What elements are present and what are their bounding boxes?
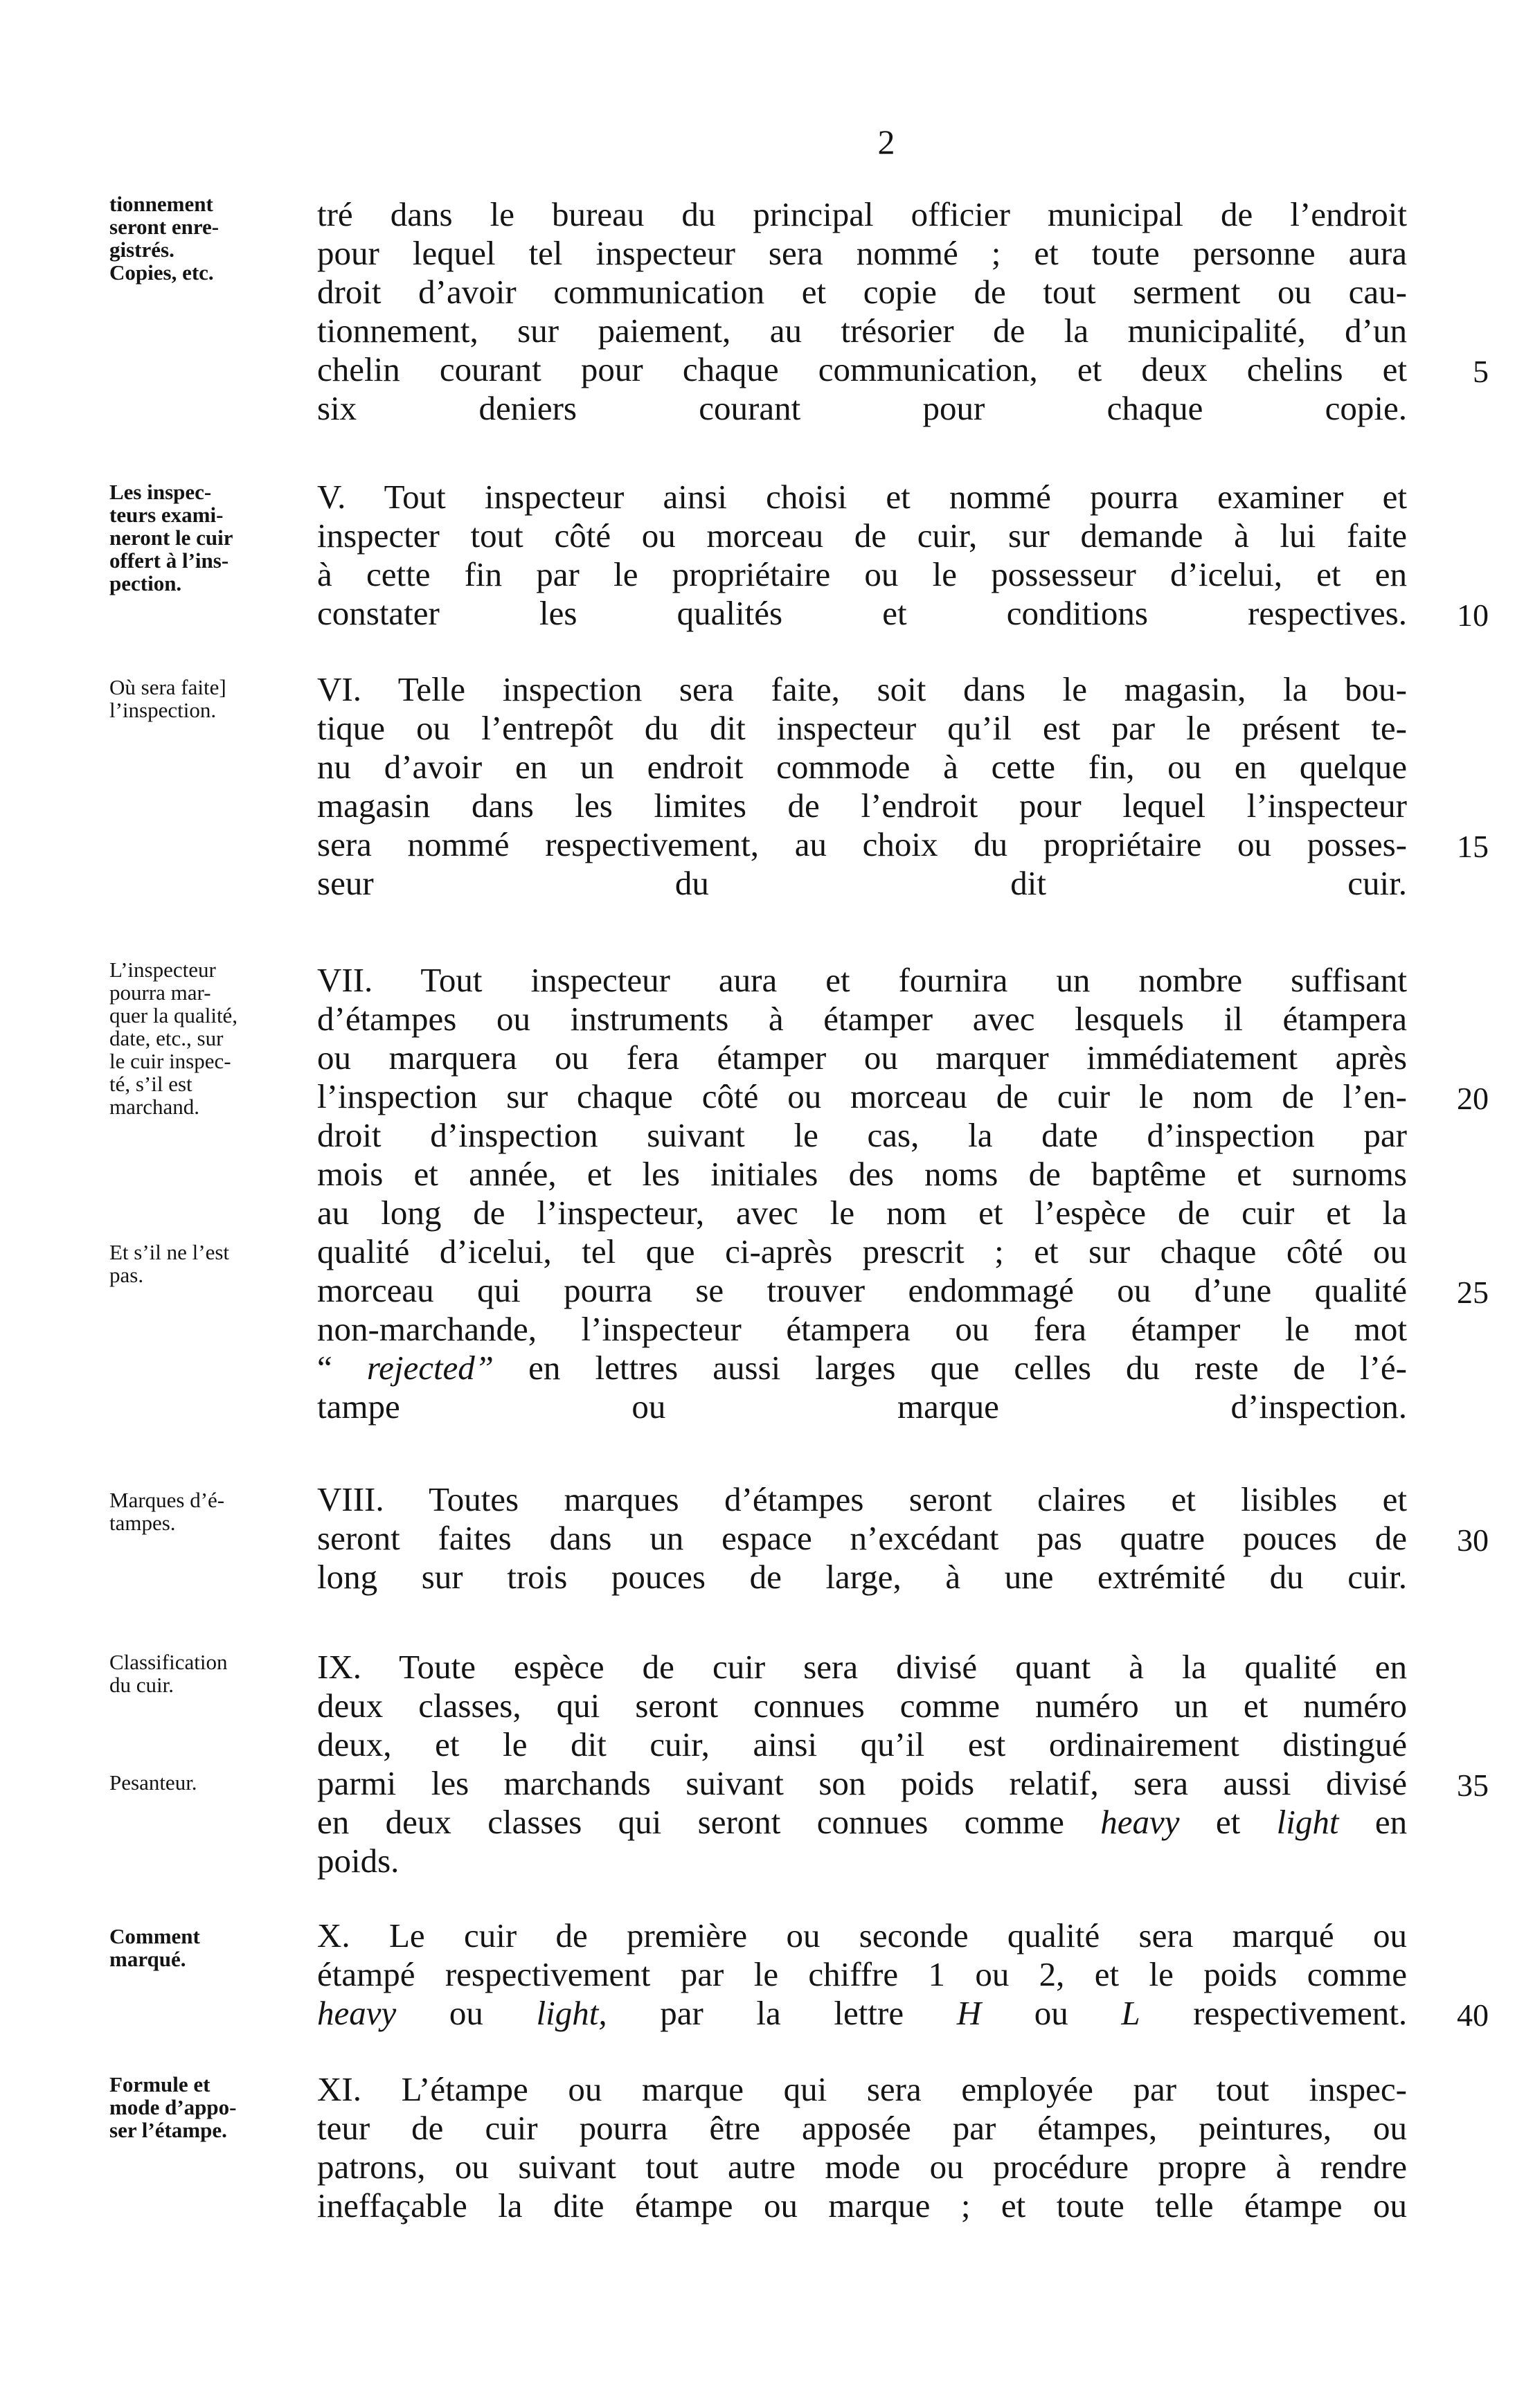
text-line: teur de cuir pourra être apposée par étampes, peintures, ou — [317, 2109, 1407, 2147]
text-line: qualité d’icelui, tel que ci-après prescrit ; et sur chaque côté ou — [317, 1232, 1407, 1270]
text-line: IX. Toute espèce de cuir sera divisé quant à la qualité en — [317, 1648, 1407, 1686]
paragraph — [317, 1480, 1407, 1597]
text-line: inspecter tout côté ou morceau de cuir, sur demande à lui faite — [317, 516, 1407, 555]
text-line: droit d’inspection suivant le cas, la date d’inspection par — [317, 1116, 1407, 1154]
text-line: non-marchande, l’inspecteur étampera ou fera étamper le mot — [317, 1310, 1407, 1348]
text-line: en deux classes qui seront connues comme heavy et light en — [317, 1803, 1407, 1841]
text-line: V. Tout inspecteur ainsi choisi et nommé pourra examiner et — [317, 478, 1407, 516]
text-line: deux, et le dit cuir, ainsi qu’il est ordinairement distingué — [317, 1725, 1407, 1763]
text-line: mois et année, et les initiales des noms de baptême et surnoms — [317, 1155, 1407, 1193]
text-line: tampe ou marque d’inspection. — [317, 1387, 1407, 1426]
text-line: patrons, ou suivant tout autre mode ou procédure propre à rendre — [317, 2148, 1407, 2186]
text-line: morceau qui pourra se trouver endommagé ou d’une qualité — [317, 1271, 1407, 1309]
margin-note: Les inspec- teurs exami- neront le cuir offert à l’ins- pection. — [109, 480, 233, 595]
text-line: d’étampes ou instruments à étamper avec lesquels il étampera — [317, 1000, 1407, 1038]
text-line: sera nommé respectivement, au choix du propriétaire ou posses- — [317, 825, 1407, 863]
text-line: “ rejected” en lettres aussi larges que celles du reste de l’é- — [317, 1349, 1407, 1387]
margin-note: Comment marqué. — [109, 1924, 200, 1971]
text-line: VIII. Toutes marques d’étampes seront claires et lisibles et — [317, 1480, 1407, 1518]
text-line: XI. L’étampe ou marque qui sera employée par tout inspec- — [317, 2070, 1407, 2108]
line-number: 15 — [1457, 829, 1489, 864]
text-line: VII. Tout inspecteur aura et fournira un nombre suffisant — [317, 961, 1407, 999]
text-line: droit d’avoir communication et copie de tout serment ou cau- — [317, 273, 1407, 311]
text-line: long sur trois pouces de large, à une extrémité du cuir. — [317, 1558, 1407, 1596]
margin-note: Pesanteur. — [109, 1770, 197, 1795]
text-line: tionnement, sur paiement, au trésorier de la municipalité, d’un — [317, 312, 1407, 350]
line-number: 30 — [1457, 1522, 1489, 1558]
text-line: constater les qualités et conditions respectives. — [317, 594, 1407, 632]
margin-note: tionnement seront enre- gistrés. Copies, etc. — [109, 192, 219, 285]
text-line: ou marquera ou fera étamper ou marquer immédiatement après — [317, 1039, 1407, 1077]
text-line: nu d’avoir en un endroit commode à cette fin, ou en quelque — [317, 748, 1407, 786]
line-number: 5 — [1473, 354, 1489, 389]
text-line: l’inspection sur chaque côté ou morceau de cuir le nom de l’en- — [317, 1077, 1407, 1115]
margin-note: Classification du cuir. — [109, 1650, 228, 1697]
text-line: ineffaçable la dite étampe ou marque ; et toute telle étampe ou — [317, 2186, 1407, 2225]
text-line: seront faites dans un espace n’excédant pas quatre pouces de — [317, 1519, 1407, 1557]
line-number: 10 — [1457, 597, 1489, 633]
line-number: 40 — [1457, 1997, 1489, 2033]
text-line: poids. — [317, 1842, 400, 1880]
page-number: 2 — [877, 123, 895, 161]
text-line: X. Le cuir de première ou seconde qualité sera marqué ou — [317, 1916, 1407, 1955]
paragraph — [317, 1648, 1407, 1880]
text-line: à cette fin par le propriétaire ou le possesseur d’icelui, et en — [317, 555, 1407, 593]
margin-note: Et s’il ne l’est pas. — [109, 1240, 230, 1287]
paragraph — [317, 1916, 1407, 2033]
text-line: parmi les marchands suivant son poids relatif, sera aussi divisé — [317, 1764, 1407, 1802]
paragraph — [317, 2070, 1407, 2225]
text-line: chelin courant pour chaque communication, et deux chelins et — [317, 350, 1407, 388]
margin-note: L’inspecteur pourra mar- quer la qualité, date, etc., sur le cuir inspec- té, s’il est marchand. — [109, 958, 238, 1119]
text-line: étampé respectivement par le chiffre 1 ou 2, et le poids comme — [317, 1955, 1407, 1993]
line-number: 35 — [1457, 1768, 1489, 1803]
text-line: VI. Telle inspection sera faite, soit dans le magasin, la bou- — [317, 670, 1407, 708]
paragraph — [317, 670, 1407, 903]
line-number: 25 — [1457, 1275, 1489, 1310]
text-line: magasin dans les limites de l’endroit pour lequel l’inspecteur — [317, 787, 1407, 825]
margin-note: Formule et mode d’appo- ser l’étampe. — [109, 2072, 237, 2142]
text-line: tique ou l’entrepôt du dit inspecteur qu’il est par le présent te- — [317, 709, 1407, 747]
line-number: 20 — [1457, 1081, 1489, 1116]
paragraph — [317, 195, 1407, 428]
text-line: heavy ou light, par la lettre H ou L respectivement. — [317, 1994, 1407, 2032]
text-line: six deniers courant pour chaque copie. — [317, 389, 1407, 427]
text-line: pour lequel tel inspecteur sera nommé ; et toute personne aura — [317, 234, 1407, 272]
text-line: deux classes, qui seront connues comme numéro un et numéro — [317, 1687, 1407, 1725]
paragraph — [317, 961, 1407, 1426]
text-line: au long de l’inspecteur, avec le nom et l’espèce de cuir et la — [317, 1194, 1407, 1232]
text-line: seur du dit cuir. — [317, 864, 1407, 902]
margin-note: Où sera faite] l’inspection. — [109, 675, 226, 722]
text-line: tré dans le bureau du principal officier municipal de l’endroit — [317, 195, 1407, 233]
margin-note: Marques d’é- tampes. — [109, 1488, 225, 1535]
paragraph — [317, 478, 1407, 633]
